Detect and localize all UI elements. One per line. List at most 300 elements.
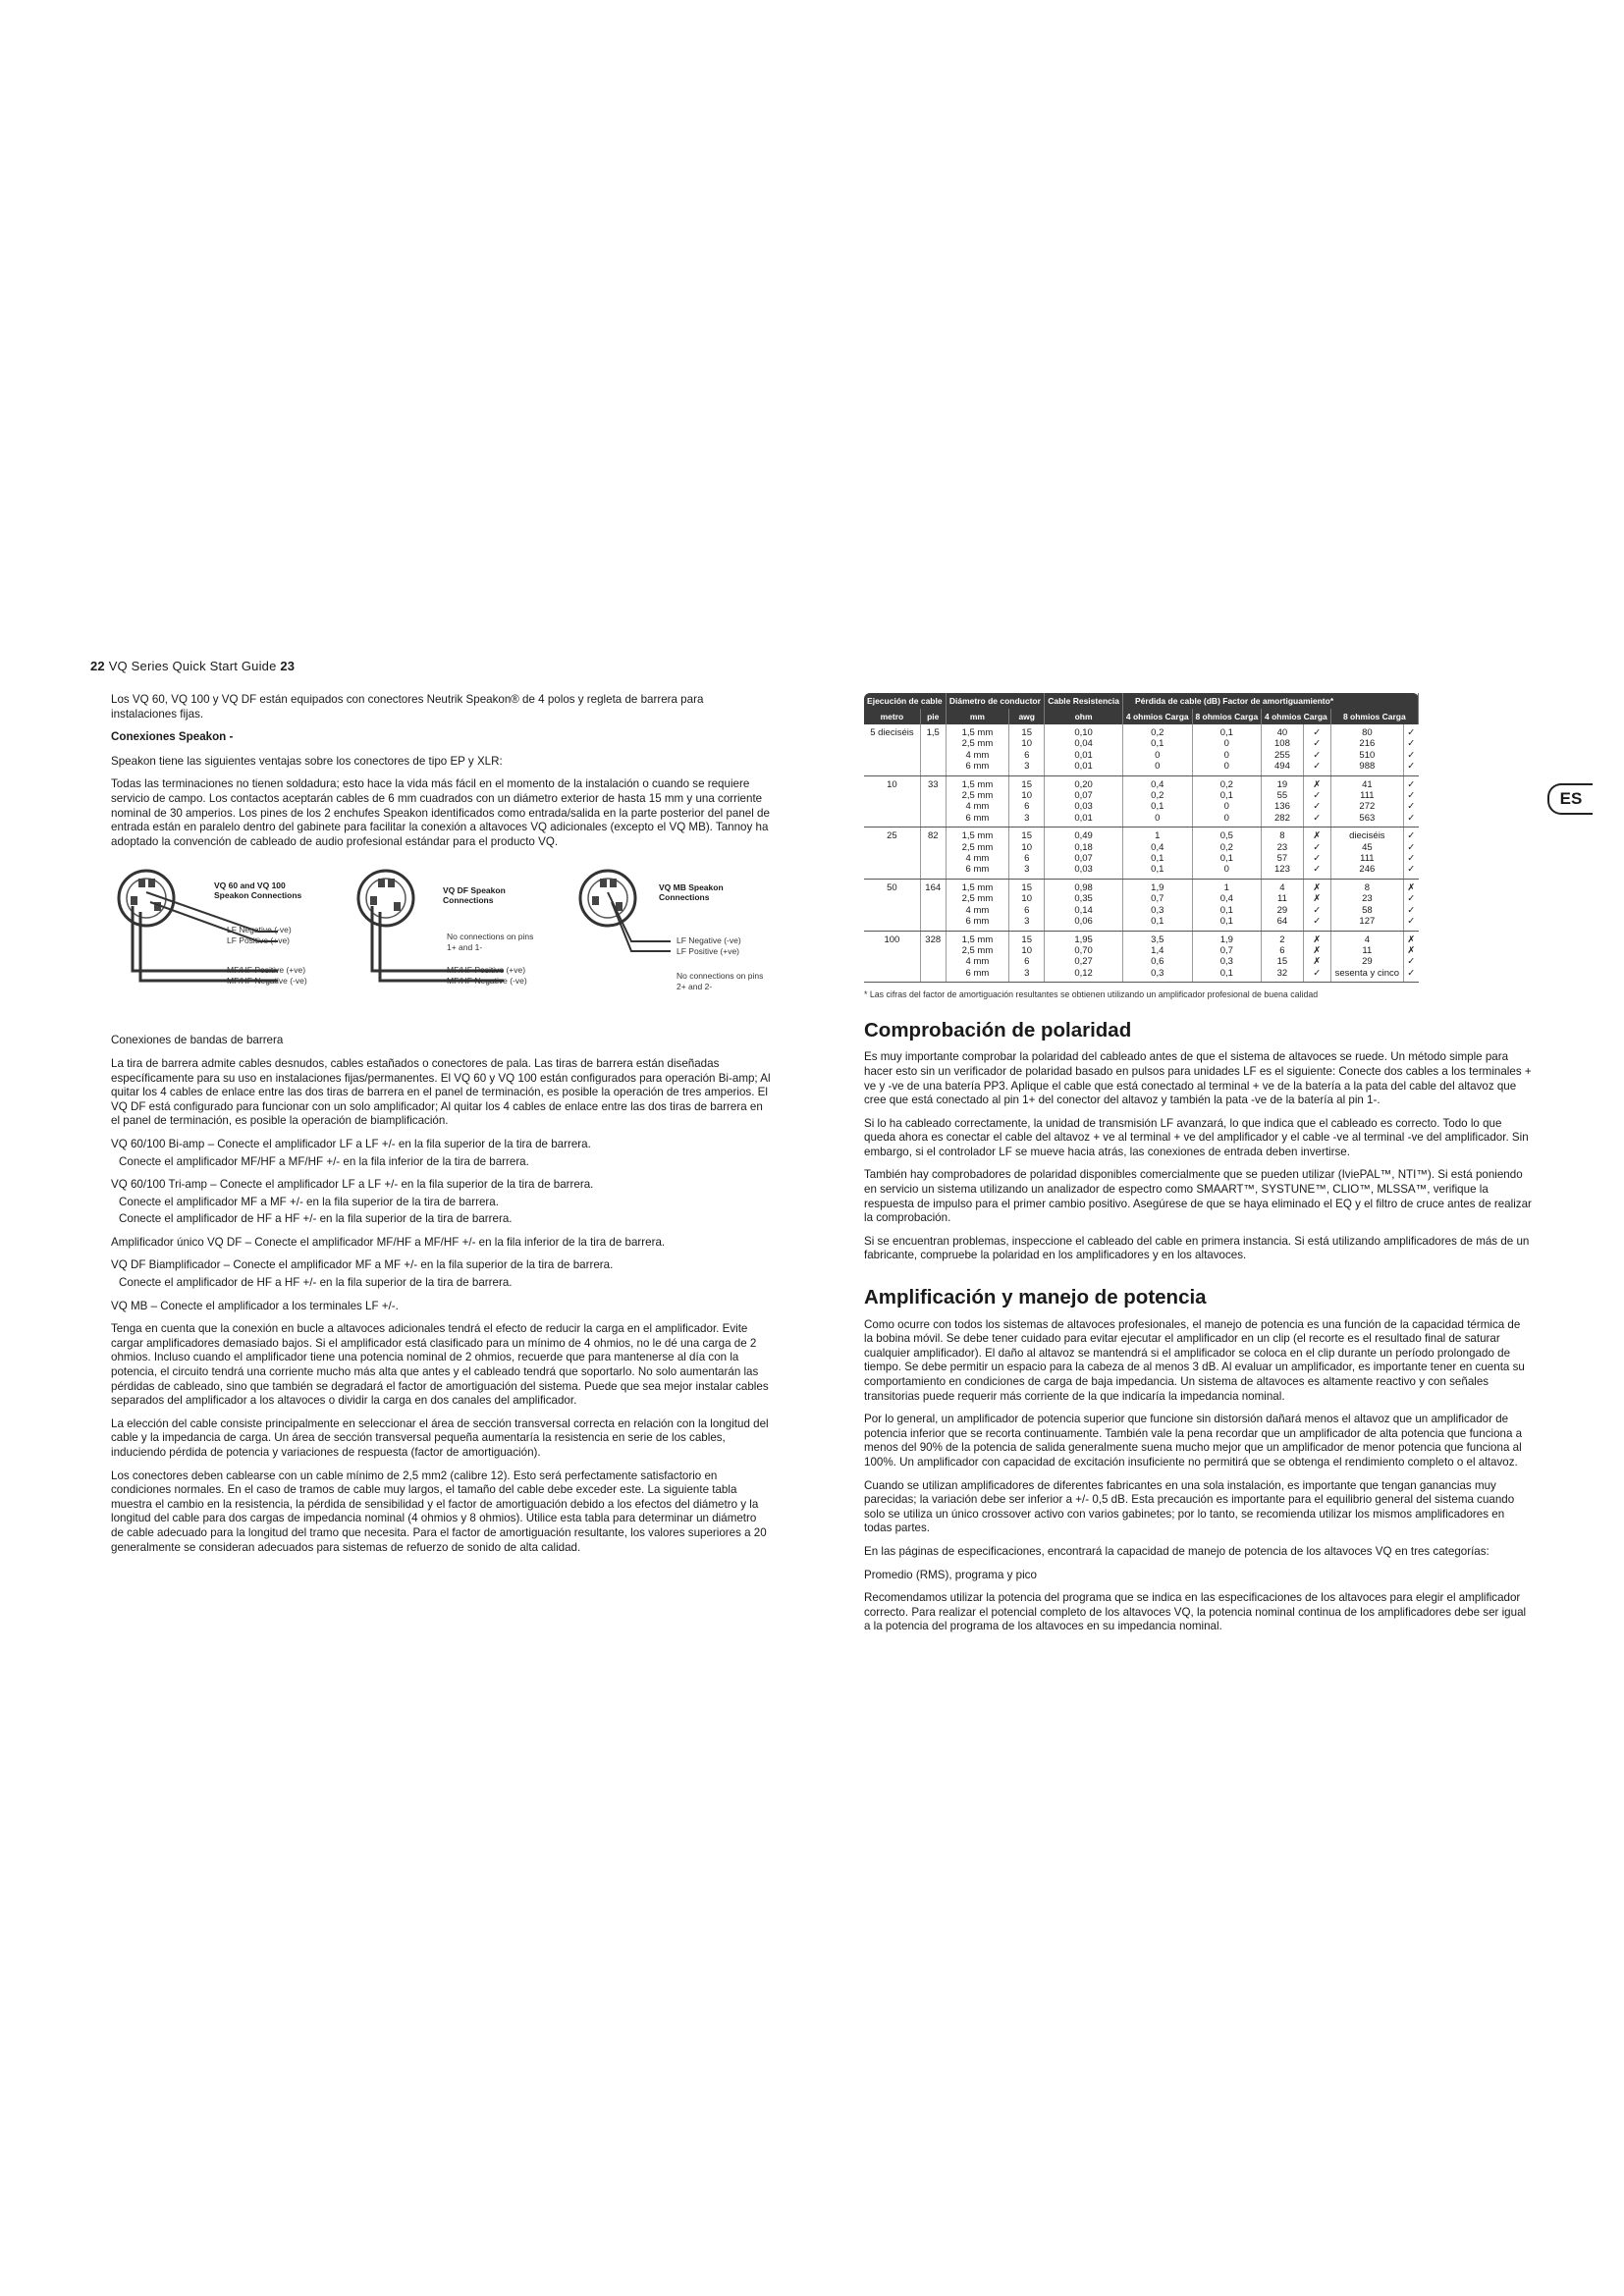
cell-awg: 3 (1009, 813, 1045, 828)
cell-metro (864, 738, 920, 749)
cell-loss-4ohm: 0,6 (1122, 956, 1192, 967)
cell-damping-8ohm: 127 (1330, 916, 1403, 931)
speakon-heading: Conexiones Speakon - (111, 730, 234, 744)
table-group (864, 775, 1419, 828)
cell-loss-4ohm: 1,9 (1122, 879, 1192, 893)
table-row (864, 724, 1419, 738)
cell-damping-4ohm: 64 (1262, 916, 1304, 931)
table-row (864, 905, 1419, 916)
cell-ohm: 0,03 (1045, 864, 1123, 879)
cell-loss-4ohm: 3,5 (1122, 931, 1192, 945)
cell-ohm: 0,01 (1045, 761, 1123, 775)
cell-damping-8ohm: 111 (1330, 790, 1403, 801)
cell-loss-8ohm: 0 (1192, 813, 1262, 828)
cell-mark-8ohm: ✓ (1404, 761, 1419, 775)
cell-pie (920, 738, 946, 749)
cell-mm: 4 mm (946, 905, 1009, 916)
cell-loss-8ohm: 0,2 (1192, 842, 1262, 853)
cell-mm: 1,5 mm (946, 775, 1009, 790)
th-awg: awg (1009, 709, 1045, 724)
cell-mark-8ohm: ✗ (1407, 934, 1416, 945)
cell-loss-8ohm: 0 (1192, 738, 1262, 749)
mb-line: VQ MB – Conecte el amplificador a los terminales LF +/-. (111, 1299, 399, 1312)
table-row (864, 842, 1419, 853)
cable-choice-paragraph: La elección del cable consiste principalmente en seleccionar el área de sección transversal correcta en relación con la longitud del cable y la impedancia de carga. Un área de sección transversal pequeña aumentaría la resistencia en serie de los cables, induciendo pérdida de potencia y variaciones de respuesta (factor de amortiguación). (111, 1416, 769, 1459)
cell-metro (864, 761, 920, 775)
cell-mark-8ohm: ✓ (1407, 904, 1416, 916)
table-footnote: * Las cifras del factor de amortiguación resultantes se obtienen utilizando un amplificador profesional de buena calidad (864, 989, 1319, 1000)
diagram-subtitle: Connections (443, 895, 494, 906)
cell-pie (920, 864, 946, 879)
cell-loss-4ohm: 0,7 (1122, 893, 1192, 904)
cell-pie (920, 945, 946, 956)
cell-awg: 6 (1009, 750, 1045, 761)
cell-damping-8ohm: 246 (1330, 864, 1403, 879)
th-diameter: Diámetro de conductor (946, 693, 1045, 709)
cell-damping-4ohm: 6 (1262, 945, 1304, 956)
cell-metro: 10 (864, 775, 920, 790)
th-ohm: ohm (1045, 709, 1123, 724)
cell-pie (920, 968, 946, 983)
cell-awg: 15 (1009, 724, 1045, 738)
diagram-subtitle: Connections (659, 892, 710, 903)
cell-loss-8ohm: 0 (1192, 801, 1262, 812)
tri-amp-line-2: Conecte el amplificador MF a MF +/- en la fila superior de la tira de barrera. (119, 1195, 499, 1208)
cell-damping-8ohm: 988 (1330, 761, 1403, 775)
cell-ohm: 0,14 (1045, 905, 1123, 916)
page-header (90, 659, 295, 673)
cell-awg: 6 (1009, 956, 1045, 967)
cell-damping-8ohm: 29 (1330, 956, 1403, 967)
df-single-amp: Amplificador único VQ DF – Conecte el amplificador MF/HF a MF/HF +/- en la fila inferior de la tira de barrera. (111, 1235, 666, 1249)
speakon-advantages: Speakon tiene las siguientes ventajas sobre los conectores de tipo EP y XLR: (111, 754, 503, 768)
cell-awg: 15 (1009, 775, 1045, 790)
cell-mm: 6 mm (946, 916, 1009, 931)
barrier-paragraph: La tira de barrera admite cables desnudos, cables estañados o conectores de pala. Las tiras de barrera están diseñadas específicamente para su uso en instalaciones fijas/permanentes. El VQ 60 y VQ 100 están configurados para operación Bi-amp; Al quitar los 4 cables de enlace entre las dos tiras de barrera en el panel de terminación, es posible la operación de tres amperios. El VQ DF está configurado para funcionar con un solo amplificador; Al quitar los 4 cables de enlace entre las dos tiras de barrera en el panel de terminación, es posible la operación de biamplificación. (111, 1056, 771, 1128)
tri-amp-line-3: Conecte el amplificador de HF a HF +/- en la fila superior de la tira de barrera. (119, 1212, 513, 1226)
cell-mark-4ohm: ✗ (1303, 893, 1330, 904)
language-tab: ES (1547, 783, 1593, 815)
cell-mark-8ohm: ✗ (1407, 944, 1416, 956)
cell-loss-4ohm: 0,1 (1122, 853, 1192, 864)
cell-loss-4ohm: 0 (1122, 813, 1192, 828)
cell-loss-4ohm: 0,2 (1122, 790, 1192, 801)
cell-metro (864, 893, 920, 904)
cell-mm: 6 mm (946, 761, 1009, 775)
page-number-left: 22 (90, 659, 105, 673)
label-lf-positive: LF Positive (+ve) (227, 935, 291, 946)
cell-damping-4ohm: 40 (1262, 724, 1304, 738)
cell-damping-8ohm: 80 (1330, 724, 1403, 738)
cell-metro (864, 801, 920, 812)
cell-mark-4ohm: ✗ (1303, 956, 1330, 967)
cell-ohm: 0,03 (1045, 801, 1123, 812)
connector-cable-paragraph: Los conectores deben cablearse con un cable mínimo de 2,5 mm2 (calibre 12). Esto será perfectamente satisfactorio en condiciones normales. En el caso de tramos de cable muy largos, el tamaño del cable debe exceder este. La siguiente tabla muestra el cambio en la resistencia, la pérdida de sensibilidad y el factor de amortiguación debido a los efectos del diámetro y la longitud del cable para dos cargas de impedancia nominal (4 ohmios y 8 ohmios). Utilice esta tabla para determinar un diámetro de cable adecuado para la longitud del tramo que necesita. Para el factor de amortiguación resultante, los valores superiores a 20 generalmente se consideran adecuados para sistemas de refuerzo de sonido de alta calidad. (111, 1468, 767, 1554)
th-4ohm-damping: 4 ohmios Carga (1262, 709, 1331, 724)
amp-paragraph-3: Cuando se utilizan amplificadores de diferentes fabricantes en una sola instalación, es importante que tengan ganancias muy parecidas; la variación debe ser inferior a +/- 0,5 dB. Esta precaución es importante para el equilibrio general del sistema cuando solo se utiliza un único crossover activo con varios gabinetes; por lo tanto, se recomienda utilizar los mismos amplificadores en todas partes. (864, 1478, 1515, 1535)
df-bi-amp-line-2: Conecte el amplificador de HF a HF +/- en la fila superior de la tira de barrera. (119, 1276, 513, 1290)
cell-damping-4ohm: 136 (1262, 801, 1304, 812)
diagram-title: VQ MB Speakon (659, 882, 724, 893)
cell-pie (920, 853, 946, 864)
cell-mark-4ohm: ✓ (1303, 864, 1330, 879)
th-mm: mm (946, 709, 1009, 724)
cell-metro (864, 905, 920, 916)
diagram-vqdf (337, 863, 563, 1016)
cell-loss-4ohm: 0,1 (1122, 916, 1192, 931)
cell-awg: 10 (1009, 790, 1045, 801)
cell-pie (920, 801, 946, 812)
label-lf-positive: LF Positive (+ve) (677, 946, 740, 957)
cell-loss-4ohm: 0,4 (1122, 775, 1192, 790)
cell-pie (920, 905, 946, 916)
cell-damping-8ohm: 8 (1330, 879, 1403, 893)
table-group (864, 879, 1419, 931)
cell-mark-4ohm: ✓ (1303, 738, 1330, 749)
cell-loss-8ohm: 0,1 (1192, 724, 1262, 738)
cell-loss-8ohm: 0 (1192, 761, 1262, 775)
table-row (864, 916, 1419, 931)
cell-ohm: 0,70 (1045, 945, 1123, 956)
cell-damping-4ohm: 11 (1262, 893, 1304, 904)
cell-mark-8ohm: ✗ (1407, 881, 1416, 893)
cell-mark-4ohm: ✓ (1303, 724, 1330, 738)
table-row (864, 968, 1419, 983)
table-row (864, 761, 1419, 775)
diagram-subtitle: Speakon Connections (214, 890, 302, 901)
cell-ohm: 0,20 (1045, 775, 1123, 790)
polarity-heading: Comprobación de polaridad (864, 1018, 1132, 1041)
cell-mm: 2,5 mm (946, 738, 1009, 749)
table-row (864, 790, 1419, 801)
cell-damping-8ohm: 510 (1330, 750, 1403, 761)
cell-loss-4ohm: 0,1 (1122, 801, 1192, 812)
cell-mark-4ohm: ✓ (1303, 790, 1330, 801)
cell-damping-4ohm: 55 (1262, 790, 1304, 801)
cell-mark-8ohm: ✓ (1407, 893, 1416, 905)
cell-loss-4ohm: 0,3 (1122, 905, 1192, 916)
cell-mark-8ohm: ✓ (1407, 801, 1416, 813)
cell-damping-8ohm: 11 (1330, 945, 1403, 956)
cell-mark-4ohm: ✓ (1303, 813, 1330, 828)
cell-mark-4ohm: ✗ (1303, 879, 1330, 893)
cell-awg: 10 (1009, 893, 1045, 904)
doc-title: VQ Series Quick Start Guide (108, 659, 277, 673)
cell-loss-8ohm: 0,1 (1192, 916, 1262, 931)
cell-loss-8ohm: 0,5 (1192, 828, 1262, 842)
th-8ohm-damping: 8 ohmios Carga (1330, 709, 1418, 724)
cell-damping-4ohm: 29 (1262, 905, 1304, 916)
cell-metro (864, 956, 920, 967)
cell-ohm: 0,04 (1045, 738, 1123, 749)
page-number-right: 23 (280, 659, 296, 673)
cell-pie (920, 893, 946, 904)
th-loss-damping: Pérdida de cable (dB) Factor de amortiguamiento* (1122, 693, 1418, 709)
cell-mm: 2,5 mm (946, 945, 1009, 956)
cell-pie (920, 790, 946, 801)
cell-damping-4ohm: 4 (1262, 879, 1304, 893)
cell-mark-4ohm: ✓ (1303, 968, 1330, 983)
polarity-paragraph-3: También hay comprobadores de polaridad disponibles comercialmente que se pueden utilizar (IviePAL™, NTI™). Si está poniendo en servicio un sistema utilizando un analizador de espectro como SMAART™, SYSTUNE™, CLIO™, MLSSA™, verifique la respuesta de impulso para el primer cambio positivo. Asegúrese de que se haya eliminado el EQ y el filtro de cruce antes de realizar la comprobación. (864, 1168, 1532, 1225)
label-mfhf-negative: MF/HF Negative (-ve) (227, 976, 307, 987)
cell-awg: 15 (1009, 879, 1045, 893)
cell-loss-4ohm: 0,4 (1122, 842, 1192, 853)
cell-ohm: 0,49 (1045, 828, 1123, 842)
cell-damping-4ohm: 32 (1262, 968, 1304, 983)
cell-loss-4ohm: 0 (1122, 750, 1192, 761)
diagram-vq60-vq100 (111, 863, 337, 1016)
cell-mark-8ohm: ✓ (1407, 790, 1416, 802)
table-row (864, 750, 1419, 761)
table-row (864, 945, 1419, 956)
cell-mm: 6 mm (946, 968, 1009, 983)
cell-loss-8ohm: 0,1 (1192, 968, 1262, 983)
th-cable-run: Ejecución de cable (864, 693, 946, 709)
cell-awg: 3 (1009, 968, 1045, 983)
cell-mark-8ohm: ✓ (1404, 864, 1419, 879)
cell-mm: 4 mm (946, 750, 1009, 761)
table-row (864, 879, 1419, 893)
cell-loss-8ohm: 1,9 (1192, 931, 1262, 945)
right-column (864, 693, 1532, 1643)
cell-mm: 1,5 mm (946, 879, 1009, 893)
cell-awg: 6 (1009, 905, 1045, 916)
cell-mark-8ohm: ✓ (1407, 956, 1416, 968)
cell-mark-4ohm: ✓ (1303, 842, 1330, 853)
cell-ohm: 0,07 (1045, 853, 1123, 864)
cell-damping-4ohm: 108 (1262, 738, 1304, 749)
label-mfhf-negative: MF/HF Negative (-ve) (447, 976, 527, 987)
cell-metro (864, 750, 920, 761)
cell-damping-8ohm: 58 (1330, 905, 1403, 916)
cell-metro (864, 916, 920, 931)
label-lf-negative: LF Negative (-ve) (677, 935, 741, 946)
cell-awg: 6 (1009, 801, 1045, 812)
label-pins: 1+ and 1- (447, 942, 483, 953)
amp-paragraph-2: Por lo general, un amplificador de potencia superior que funcione sin distorsión dañará menos el altavoz que un amplificador de potencia inferior que se recorta continuamente. También vale la pena recordar que un amplificador de alta potencia que funciona a menos del 90% de la potencia de salida generalmente suena mucho mejor que un amplificador de menor potencia que funciona al 100%. Un amplificador con capacidad de excitación insuficiente no permitirá que se obtenga el rendimiento completo o el altavoz. (864, 1413, 1523, 1468)
cell-ohm: 0,06 (1045, 916, 1123, 931)
cell-pie: 328 (920, 931, 946, 945)
intro-paragraph: Los VQ 60, VQ 100 y VQ DF están equipados con conectores Neutrik Speakon® de 4 polos y regleta de barrera para instalaciones fijas. (111, 693, 704, 721)
cell-mark-4ohm: ✗ (1303, 945, 1330, 956)
cell-damping-4ohm: 282 (1262, 813, 1304, 828)
cell-mm: 2,5 mm (946, 790, 1009, 801)
cell-damping-4ohm: 494 (1262, 761, 1304, 775)
cell-mm: 6 mm (946, 864, 1009, 879)
cell-loss-8ohm: 0,7 (1192, 945, 1262, 956)
label-no-connections: No connections on pins (447, 932, 534, 942)
cell-ohm: 0,10 (1045, 724, 1123, 738)
cell-mark-8ohm: ✓ (1407, 727, 1416, 738)
amp-paragraph-4: En las páginas de especificaciones, encontrará la capacidad de manejo de potencia de los altavoces VQ en tres categorías: (864, 1544, 1489, 1558)
cell-mm: 6 mm (946, 813, 1009, 828)
cell-mark-4ohm: ✓ (1303, 916, 1330, 931)
cell-loss-8ohm: 0,1 (1192, 853, 1262, 864)
cell-loss-4ohm: 1 (1122, 828, 1192, 842)
cell-loss-4ohm: 0,1 (1122, 864, 1192, 879)
speakon-details: Todas las terminaciones no tienen soldadura; esto hace la vida más fácil en el momento de la instalación o cuando se requiere servicio de campo. Los contactos aceptarán cables de 6 mm cuadrados con un diámetro exterior de hasta 15 mm y una corriente nominal de 30 amperios. Los pines de los 2 enchufes Speakon identificados como entrada/salida en la parte posterior del panel de entrada están en paralelo dentro del gabinete para facilitar la conexión a altavoces VQ adicionales (excepto el VQ MB). Tannoy ha adoptado la convención de cableado de audio profesional estándar para el producto VQ. (111, 777, 770, 848)
table-row (864, 801, 1419, 812)
speakon-diagrams (111, 863, 771, 1016)
left-column (111, 693, 771, 1564)
cell-mark-4ohm: ✗ (1303, 775, 1330, 790)
cell-mark-8ohm: ✓ (1407, 841, 1416, 853)
cell-damping-4ohm: 2 (1262, 931, 1304, 945)
label-lf-negative: LF Negative (-ve) (227, 925, 292, 935)
cell-damping-4ohm: 57 (1262, 853, 1304, 864)
cell-ohm: 0,01 (1045, 813, 1123, 828)
cell-metro (864, 853, 920, 864)
cell-metro: 25 (864, 828, 920, 842)
cell-mark-4ohm: ✓ (1303, 801, 1330, 812)
cell-mm: 4 mm (946, 853, 1009, 864)
bi-amp-line-1: VQ 60/100 Bi-amp – Conecte el amplificador LF a LF +/- en la fila superior de la tira de barrera. (111, 1137, 591, 1150)
barrier-heading: Conexiones de bandas de barrera (111, 1034, 284, 1047)
cell-metro: 5 dieciséis (864, 724, 920, 738)
cell-mark-8ohm: ✓ (1404, 968, 1419, 983)
amp-paragraph-5: Promedio (RMS), programa y pico (864, 1568, 1037, 1581)
cell-damping-4ohm: 123 (1262, 864, 1304, 879)
cell-metro (864, 864, 920, 879)
cell-mark-4ohm: ✗ (1303, 931, 1330, 945)
cell-awg: 15 (1009, 931, 1045, 945)
loop-paragraph: Tenga en cuenta que la conexión en bucle a altavoces adicionales tendrá el efecto de reducir la carga en el amplificador. Evite cargar amplificadores demasiado bajos. Si el amplificador está clasificado para un mínimo de 4 ohmios, no le dé una carga de 2 ohmios. Incluso cuando el amplificador tiene una potencia nominal de 2 ohmios, recuerde que para mantenerse al día con la potencia, el circuito tendrá una corriente mucho más alta que antes y el cableado tendrá que soportarlo. No solo aumentarán las pérdidas de cableado, sino que también se degradará el factor de amortiguación del sistema. Puede que sea mejor instalar cables separados del amplificador a los altavoces o dividir la carga en dos canales del amplificador. (111, 1322, 769, 1408)
table-row (864, 738, 1419, 749)
cell-ohm: 0,07 (1045, 790, 1123, 801)
cell-mm: 2,5 mm (946, 842, 1009, 853)
cell-ohm: 0,12 (1045, 968, 1123, 983)
cell-loss-4ohm: 0 (1122, 761, 1192, 775)
cell-pie (920, 916, 946, 931)
polarity-paragraph-2: Si lo ha cableado correctamente, la unidad de transmisión LF avanzará, lo que indica que el cableado es correcto. Todo lo que queda ahora es conectar el cable del altavoz + ve al terminal + ve del amplificador y el cable -ve al terminal -ve del amplificador. Sin embargo, si el controlador LF se mueve hacia atrás, las conexiones de entrada deben invertirse. (864, 1116, 1529, 1158)
table-group (864, 931, 1419, 983)
cell-metro: 100 (864, 931, 920, 945)
cell-mark-4ohm: ✓ (1303, 853, 1330, 864)
cell-pie: 164 (920, 879, 946, 893)
cell-mm: 4 mm (946, 801, 1009, 812)
polarity-paragraph-1: Es muy importante comprobar la polaridad del cableado antes de que el sistema de altavoces se ruede. Un método simple para hacer esto sin un verificador de polaridad basado en pulsos para unidades LF es el siguiente: Conecte dos cables a los terminales + ve y -ve de una batería PP3. Aplique el cable que está conectado al terminal + ve de la batería a la pata del cable del altavoz que cree que está conectado al pin 1+ del conector del altavoz y también la pata -ve de la batería al pin 1-. (864, 1050, 1532, 1107)
cell-damping-4ohm: 15 (1262, 956, 1304, 967)
cell-damping-4ohm: 19 (1262, 775, 1304, 790)
cell-awg: 10 (1009, 738, 1045, 749)
cell-loss-8ohm: 0 (1192, 864, 1262, 879)
cell-loss-8ohm: 0,4 (1192, 893, 1262, 904)
cell-mm: 1,5 mm (946, 828, 1009, 842)
cell-loss-8ohm: 1 (1192, 879, 1262, 893)
cell-awg: 10 (1009, 945, 1045, 956)
label-mfhf-positive: MF/HF Positive (+ve) (447, 965, 526, 976)
cell-ohm: 0,01 (1045, 750, 1123, 761)
cell-mark-8ohm: ✓ (1407, 749, 1416, 761)
amp-paragraph-6: Recomendamos utilizar la potencia del programa que se indica en las especificaciones de los altavoces para elegir el amplificador correcto. Para realizar el potencial completo de los altavoces VQ, la potencia nominal continua de los amplificadores debe ser igual a la potencia del programa de los altavoces en su impedancia nominal. (864, 1591, 1527, 1633)
cell-mark-8ohm: ✓ (1404, 813, 1419, 828)
table-row (864, 931, 1419, 945)
cell-pie: 33 (920, 775, 946, 790)
table-group (864, 724, 1419, 775)
cell-mm: 1,5 mm (946, 931, 1009, 945)
table-row (864, 775, 1419, 790)
cell-mm: 1,5 mm (946, 724, 1009, 738)
cell-metro (864, 813, 920, 828)
label-no-connections: No connections on pins (677, 971, 764, 982)
cell-metro (864, 842, 920, 853)
diagram-title: VQ DF Speakon (443, 885, 506, 896)
cell-mark-8ohm: ✓ (1407, 853, 1416, 865)
cell-damping-8ohm: 23 (1330, 893, 1403, 904)
cell-awg: 3 (1009, 761, 1045, 775)
cell-mark-8ohm: ✓ (1404, 916, 1419, 931)
cell-mm: 4 mm (946, 956, 1009, 967)
cell-mark-8ohm: ✓ (1407, 830, 1416, 842)
bi-amp-line-2: Conecte el amplificador MF/HF a MF/HF +/- en la fila inferior de la tira de barrera. (119, 1154, 529, 1168)
label-pins: 2+ and 2- (677, 982, 713, 992)
cell-ohm: 1,95 (1045, 931, 1123, 945)
cell-metro (864, 790, 920, 801)
tri-amp-line-1: VQ 60/100 Tri-amp – Conecte el amplificador LF a LF +/- en la fila superior de la tira de barrera. (111, 1178, 594, 1192)
cell-awg: 3 (1009, 916, 1045, 931)
polarity-paragraph-4: Si se encuentran problemas, inspeccione el cableado del cable en primera instancia. Si está utilizando amplificadores de más de un fabricante, compruebe la polaridad en los amplificadores y en los altavoces. (864, 1234, 1530, 1262)
cell-damping-4ohm: 255 (1262, 750, 1304, 761)
cell-mark-4ohm: ✓ (1303, 905, 1330, 916)
cell-awg: 15 (1009, 828, 1045, 842)
cell-awg: 3 (1009, 864, 1045, 879)
amp-paragraph-1: Como ocurre con todos los sistemas de altavoces profesionales, el manejo de potencia es una función de la capacidad térmica de la bobina móvil. Se debe tener cuidado para evitar ejecutar el amplificador en un clip (el recorte es el resultado final de saturar cualquier amplificador). El daño al altavoz se mantendrá si el amplificador se coloca en el clip durante un período prolongado de tiempo. Se debe permitir un espacio para la cabeza de al menos 3 dB. Al evaluar un amplificador, es importante tener en cuenta su comportamiento en condiciones de carga de baja impedancia. Un sistema de altavoces es altamente reactivo y con señales transitorias puede requerir más corriente de la que indicaría la impedancia nominal. (864, 1317, 1525, 1403)
cell-mark-4ohm: ✗ (1303, 828, 1330, 842)
cell-pie (920, 750, 946, 761)
table-group (864, 828, 1419, 880)
cell-damping-4ohm: 23 (1262, 842, 1304, 853)
cell-damping-8ohm: 216 (1330, 738, 1403, 749)
cell-pie (920, 813, 946, 828)
cell-metro (864, 945, 920, 956)
th-4ohm-loss: 4 ohmios Carga (1122, 709, 1192, 724)
cell-damping-8ohm: 41 (1330, 775, 1403, 790)
label-mfhf-positive: MF/HF Positive (+ve) (227, 965, 306, 976)
cell-mark-8ohm: ✓ (1407, 778, 1416, 790)
df-bi-amp-line-1: VQ DF Biamplificador – Conecte el amplificador MF a MF +/- en la fila superior de la tira de barrera. (111, 1258, 614, 1272)
cell-damping-4ohm: 8 (1262, 828, 1304, 842)
cell-metro: 50 (864, 879, 920, 893)
cell-mark-8ohm: ✓ (1407, 738, 1416, 750)
cell-damping-8ohm: sesenta y cinco (1330, 968, 1403, 983)
cell-loss-4ohm: 1,4 (1122, 945, 1192, 956)
cell-loss-8ohm: 0,1 (1192, 790, 1262, 801)
cell-loss-8ohm: 0,3 (1192, 956, 1262, 967)
cell-loss-4ohm: 0,1 (1122, 738, 1192, 749)
table-row (864, 956, 1419, 967)
table-row (864, 893, 1419, 904)
cell-ohm: 0,18 (1045, 842, 1123, 853)
cell-pie: 82 (920, 828, 946, 842)
table-row (864, 853, 1419, 864)
cell-damping-8ohm: dieciséis (1330, 828, 1403, 842)
cell-metro (864, 968, 920, 983)
cable-loss-table (864, 693, 1419, 983)
cell-pie (920, 761, 946, 775)
th-8ohm-loss: 8 ohmios Carga (1192, 709, 1262, 724)
cell-damping-8ohm: 45 (1330, 842, 1403, 853)
cell-mm: 2,5 mm (946, 893, 1009, 904)
cell-awg: 6 (1009, 853, 1045, 864)
cell-ohm: 0,27 (1045, 956, 1123, 967)
diagram-vqmb (572, 863, 769, 1016)
cell-loss-8ohm: 0 (1192, 750, 1262, 761)
cell-loss-4ohm: 0,3 (1122, 968, 1192, 983)
cell-pie (920, 956, 946, 967)
cell-loss-4ohm: 0,2 (1122, 724, 1192, 738)
cell-damping-8ohm: 111 (1330, 853, 1403, 864)
cell-awg: 10 (1009, 842, 1045, 853)
